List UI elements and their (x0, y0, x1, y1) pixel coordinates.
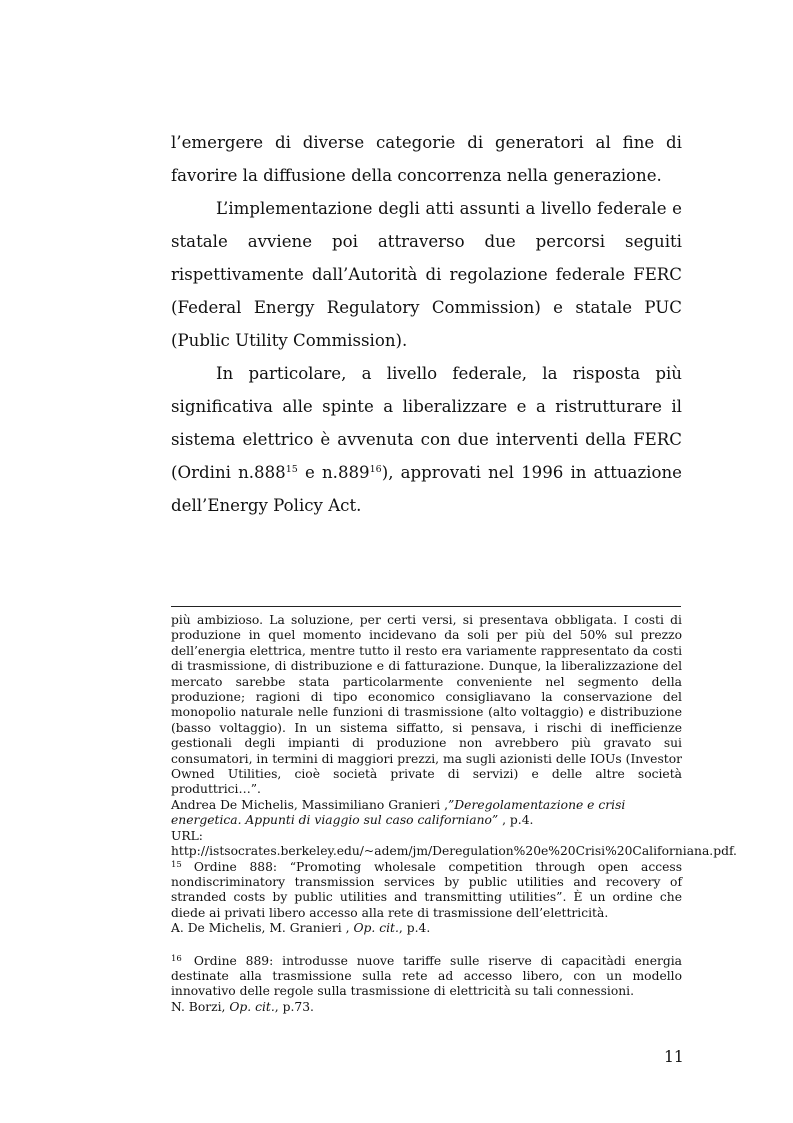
footnote-16-page: , p.73. (274, 999, 314, 1014)
footnote-separator (171, 606, 681, 607)
footnote-continued-source (171, 798, 682, 829)
footnote-continued-title: ”Deregolamentazione e crisi energetica. Appunti di viaggio sul caso californiano” (171, 797, 626, 828)
footnote-continued-authors: Andrea De Michelis, Massimiliano Granieri , (171, 797, 449, 812)
paragraph-3-text-c: ), approvati nel 1996 in attuazione dell’Energy Policy Act. (171, 463, 682, 515)
footnote-15-source (171, 921, 682, 936)
footnote-16-text: Ordine 889: introdusse nuove tariffe sulle riserve di capacitàdi energia destinate alla trasmissione sulla rete ad accesso libero, con un modello innovativo delle regole sulla trasmissione di elettricità su tali connessioni. (171, 953, 682, 999)
footnote-15-title: Op. cit. (353, 921, 399, 936)
paragraph-1: l’emergere di diverse categorie di generatori al fine di favorire la diffusione della concorrenza nella generazione. (171, 133, 682, 185)
footnote-16-source (171, 1000, 682, 1015)
footnote-url-label: URL: (171, 828, 203, 843)
main-text (171, 126, 682, 522)
footnote-15-authors: A. De Michelis, M. Granieri , (171, 921, 354, 936)
footnote-16 (171, 954, 682, 1000)
footnote-16-mark: 16 (171, 953, 182, 964)
footnote-16-authors: N. Borzi, (171, 999, 230, 1014)
paragraph-3-text-a: In particolare, a livello federale, la risposta più significativa alle spinte a liberalizzare e a ristrutturare il sistema elettrico è avvenuta con due interventi della FERC (Ordini n.888 (171, 364, 682, 482)
footnotes-section (171, 613, 737, 1015)
footnote-15-text: Ordine 888: “Promoting wholesale competition through open access nondiscriminatory transmission services by public utilities and recovery of stranded costs by public utilities and transmitting utilities”. È un ordine che diede ai privati libero accesso alla rete di trasmissione dell’elettricità. (171, 859, 682, 920)
footnote-gap (171, 937, 682, 954)
paragraph-3 (171, 357, 682, 522)
footnote-15-mark: 15 (171, 859, 182, 870)
footnote-continued-page: , p.4. (498, 813, 534, 828)
paragraph-2: L’implementazione degli atti assunti a livello federale e statale avviene poi attraverso due percorsi seguiti rispettivamente dall’Autorità di regolazione federale FERC (Federal Energy Regulatory Commission) e statale PUC (Public Utility Commission). (171, 199, 682, 350)
footnote-continued-text: più ambizioso. La soluzione, per certi versi, si presentava obbligata. I costi di produzione in quel momento incidevano da soli per più del 50% sul prezzo dell’energia elettrica, mentre tutto il resto era variamente rappresentato da costi di trasmissione, di distribuzione e di fatturazione. Dunque, la liberalizzazione del mercato sarebbe stata particolarmente conveniente nel segmento della produzione; ragioni di tipo economico consigliavano la conservazione del monopolio naturale nelle funzioni di trasmissione (alto voltaggio) e distribuzione (basso voltaggio). In un sistema siffatto, si pensava, i rischi di inefficienze gestionali degli impianti di produzione non avrebbero più gravato sui consumatori, in termini di maggiori prezzi, ma sugli azionisti delle IOUs (Investor Owned Utilities, cioè società private di servizi) e delle altre società produttrici…”. (171, 613, 682, 797)
paragraph-3-text-b: e n.889 (297, 463, 370, 482)
page-number: 11 (664, 1048, 684, 1066)
footnote-16-title: Op. cit. (229, 999, 275, 1014)
footnote-ref-16[interactable]: 16 (369, 464, 382, 475)
footnote-15-page: , p.4. (398, 921, 431, 936)
footnote-ref-15[interactable]: 15 (285, 464, 298, 475)
footnote-url[interactable]: http://istsocrates.berkeley.edu/~adem/jm/Deregulation%20e%20Crisi%20Californiana.pdf. (171, 844, 737, 859)
footnote-15 (171, 860, 682, 922)
